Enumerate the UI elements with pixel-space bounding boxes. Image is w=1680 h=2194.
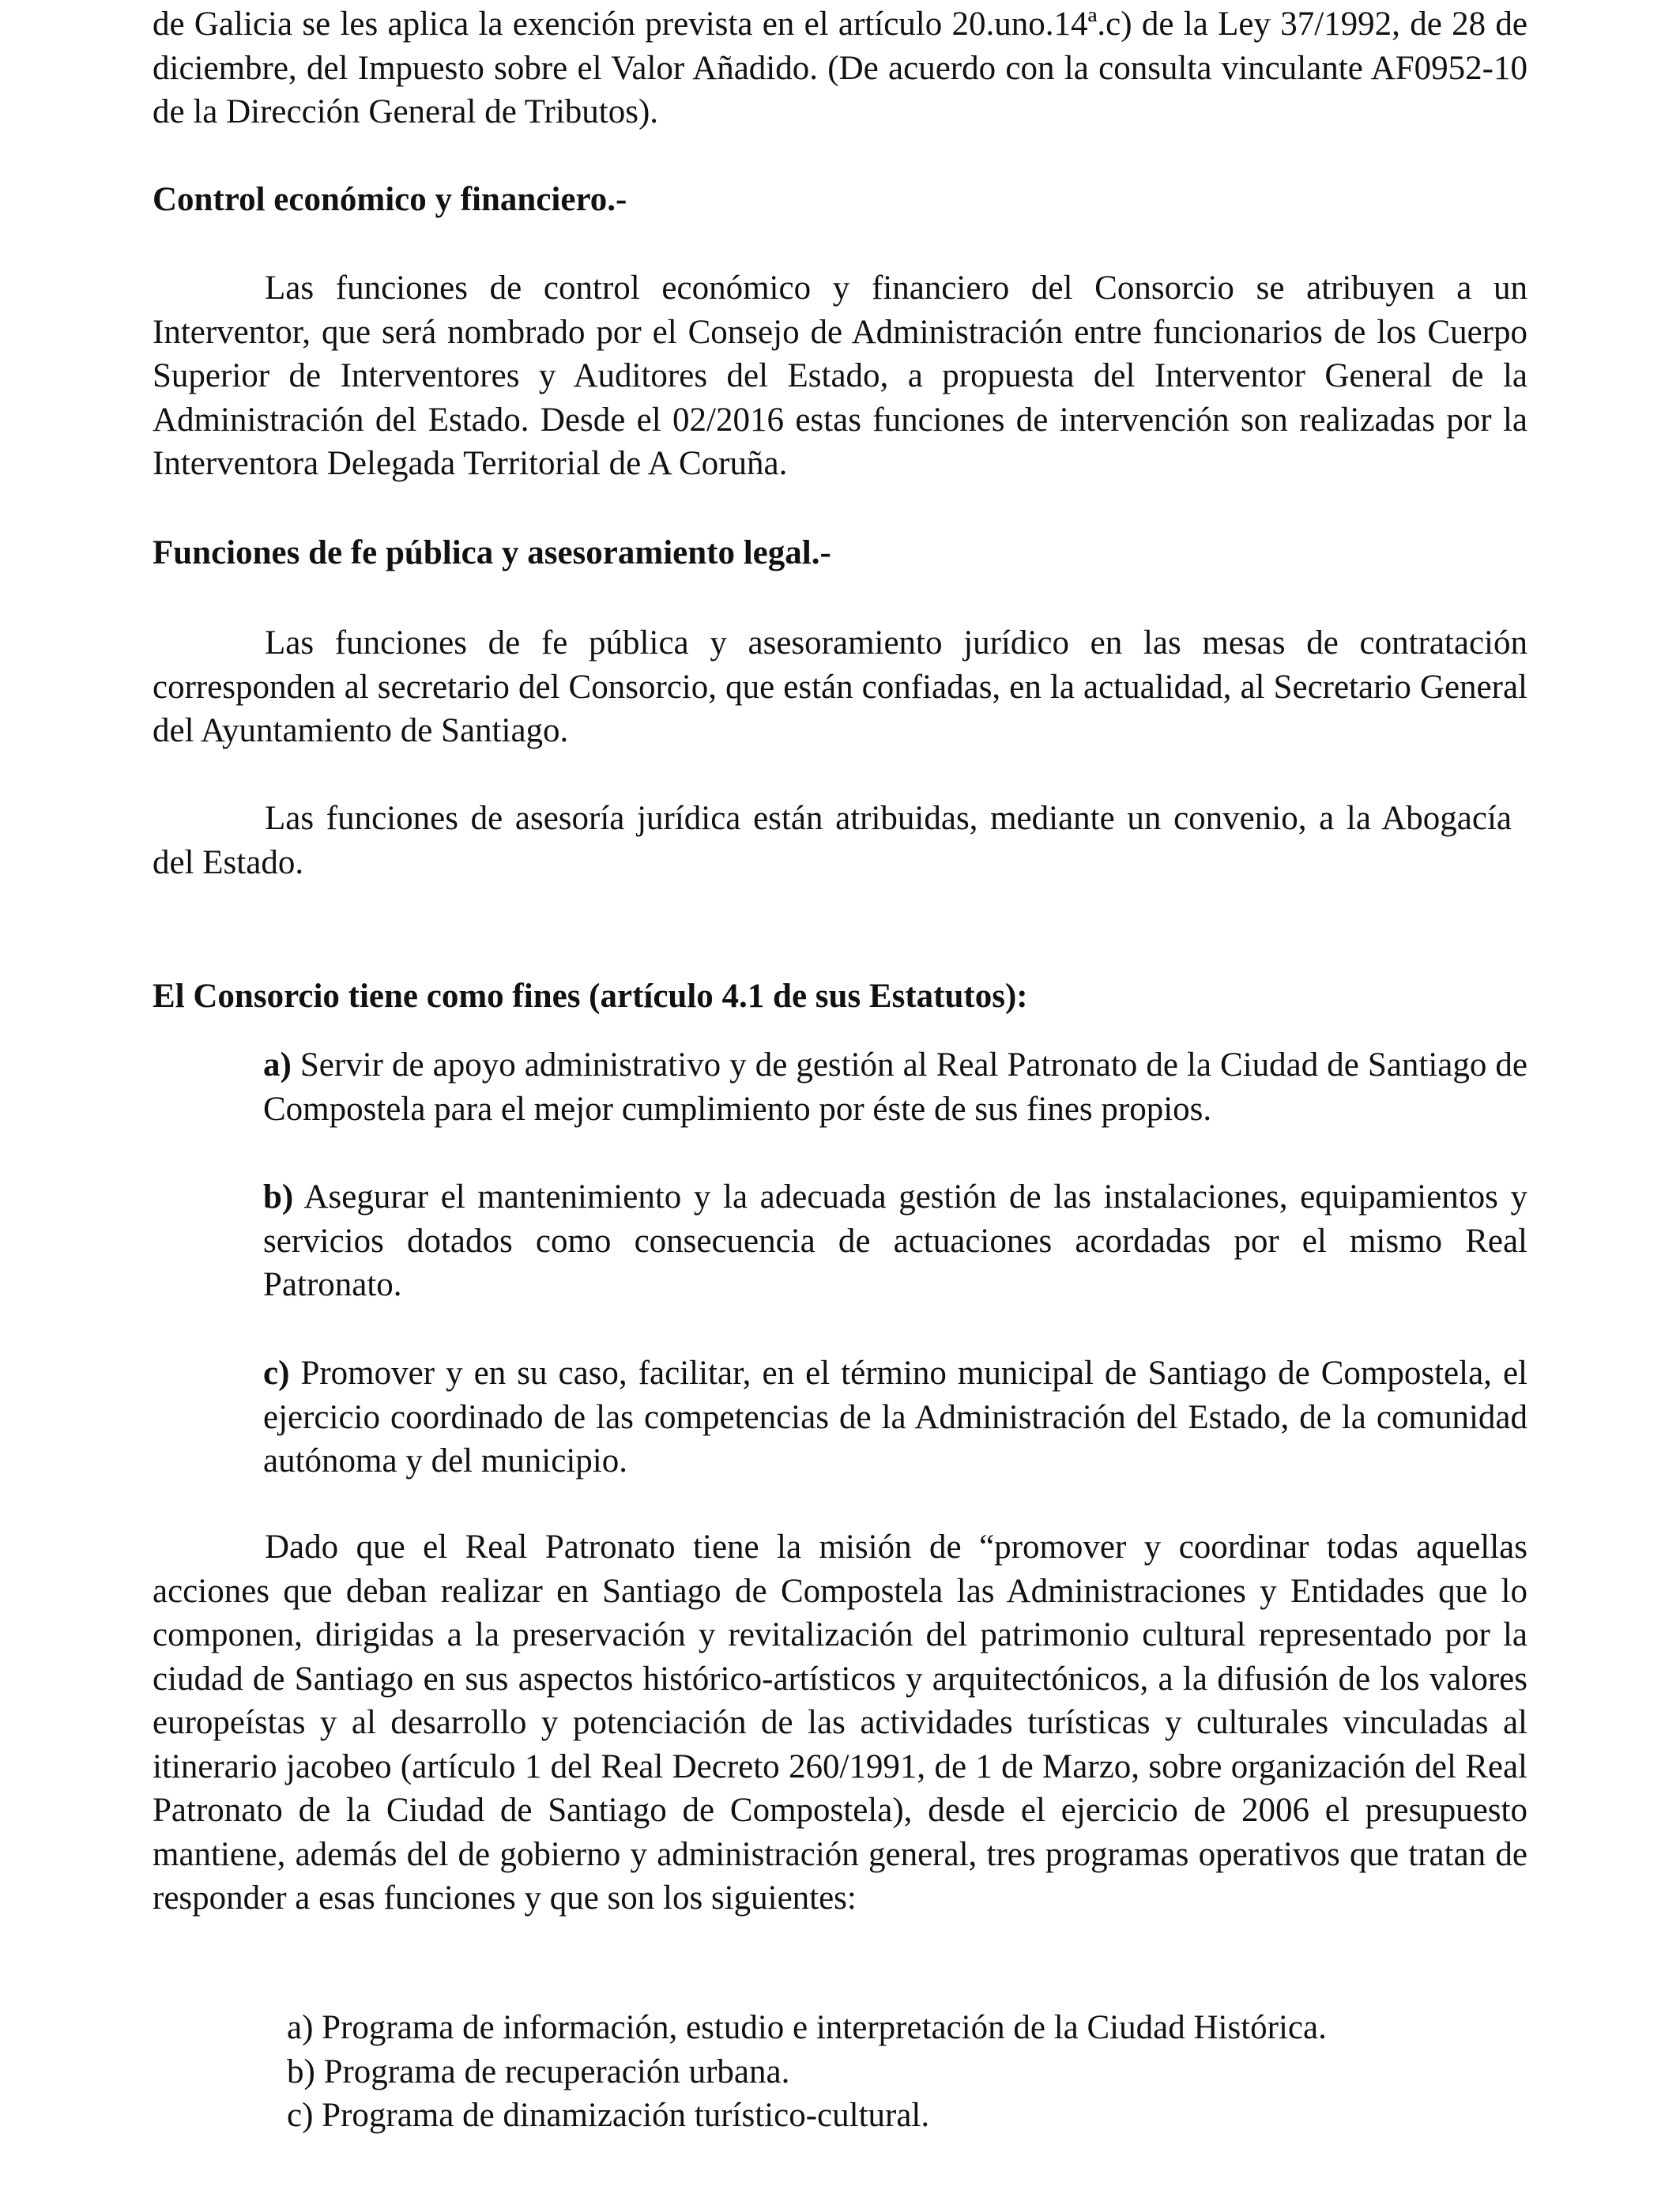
program-item: b) Programa de recuperación urbana. xyxy=(287,2053,790,2090)
fines-item-label: b) xyxy=(263,1178,294,1216)
fines-item-text: Asegurar el mantenimiento y la adecuada gestión de las instalaciones, equipamientos y servicios dotados como consecuencia de actuaciones acordadas por el mismo Real Patronato. xyxy=(263,1178,1527,1303)
closing-paragraph: Dado que el Real Patronato tiene la misión de “promover y coordinar todas aquellas acciones que deban realizar en Santiago de Compostela las Administraciones y Entidades que lo componen, dirigidas a la preservación y revitalización del patrimonio cultural representado por la ciudad de Santiago en sus aspectos histórico-artísticos y arquitectónicos, a la difusión de los valores europeístas y al desarrollo y potenciación de las actividades turísticas y culturales vinculadas al itinerario jacobeo (artículo 1 del Real Decreto 260/1991, de 1 de Marzo, sobre organización del Real Patronato de la Ciudad de Santiago de Compostela), desde el ejercicio de 2006 el presupuesto mantiene, además del de gobierno y administración general, tres programas operativos que tratan de responder a esas funciones y que son los siguientes: xyxy=(153,1529,1527,1917)
paragraph-control-economico: Las funciones de control económico y financiero del Consorcio se atribuyen a un Interventor, que será nombrado por el Consejo de Administración entre funcionarios de los Cuerpo Superior de Interventores y Auditores del Estado, a propuesta del Interventor General de la Administración del Estado. Desde el 02/2016 estas funciones de intervención son realizadas por la Interventora Delegada Territorial de A Coruña. xyxy=(153,270,1527,482)
heading-control-economico: Control económico y financiero.- xyxy=(153,181,627,218)
heading-fe-publica: Funciones de fe pública y asesoramiento legal.- xyxy=(153,534,831,571)
fines-item-text: Servir de apoyo administrativo y de gestión al Real Patronato de la Ciudad de Santiago de Compostela para el mejor cumplimiento por éste de sus fines propios. xyxy=(263,1046,1528,1128)
fines-item-label: c) xyxy=(263,1355,290,1392)
programs-list xyxy=(287,2006,1327,2138)
top-paragraph: de Galicia se les aplica la exención prevista en el artículo 20.uno.14ª.c) de la Ley 37/1992, de 28 de diciembre, del Impuesto sobre el Valor Añadido. (De acuerdo con la consulta vinculante AF0952-10 de la Dirección General de Tributos). xyxy=(153,6,1527,130)
program-item: a) Programa de información, estudio e interpretación de la Ciudad Histórica. xyxy=(287,2009,1327,2046)
program-item: c) Programa de dinamización turístico-cultural. xyxy=(287,2097,930,2134)
fines-item-c xyxy=(263,1351,1527,1483)
paragraph-fe-publica-2: Las funciones de asesoría jurídica están atribuidas, mediante un convenio, a la Abogacía del Estado. xyxy=(153,800,1512,881)
fines-item-a xyxy=(263,1043,1527,1131)
heading-fines: El Consorcio tiene como fines (artículo 4.1 de sus Estatutos): xyxy=(153,978,1028,1015)
fines-item-b xyxy=(263,1175,1527,1307)
fines-item-label: a) xyxy=(263,1046,292,1084)
fines-item-text: Promover y en su caso, facilitar, en el término municipal de Santiago de Compostela, el ejercicio coordinado de las competencias de la Administración del Estado, de la comunidad autónoma y del municipio. xyxy=(263,1355,1527,1480)
paragraph-fe-publica-1: Las funciones de fe pública y asesoramiento jurídico en las mesas de contratación corresponden al secretario del Consorcio, que están confiadas, en la actualidad, al Secretario General del Ayuntamiento de Santiago. xyxy=(153,624,1527,749)
